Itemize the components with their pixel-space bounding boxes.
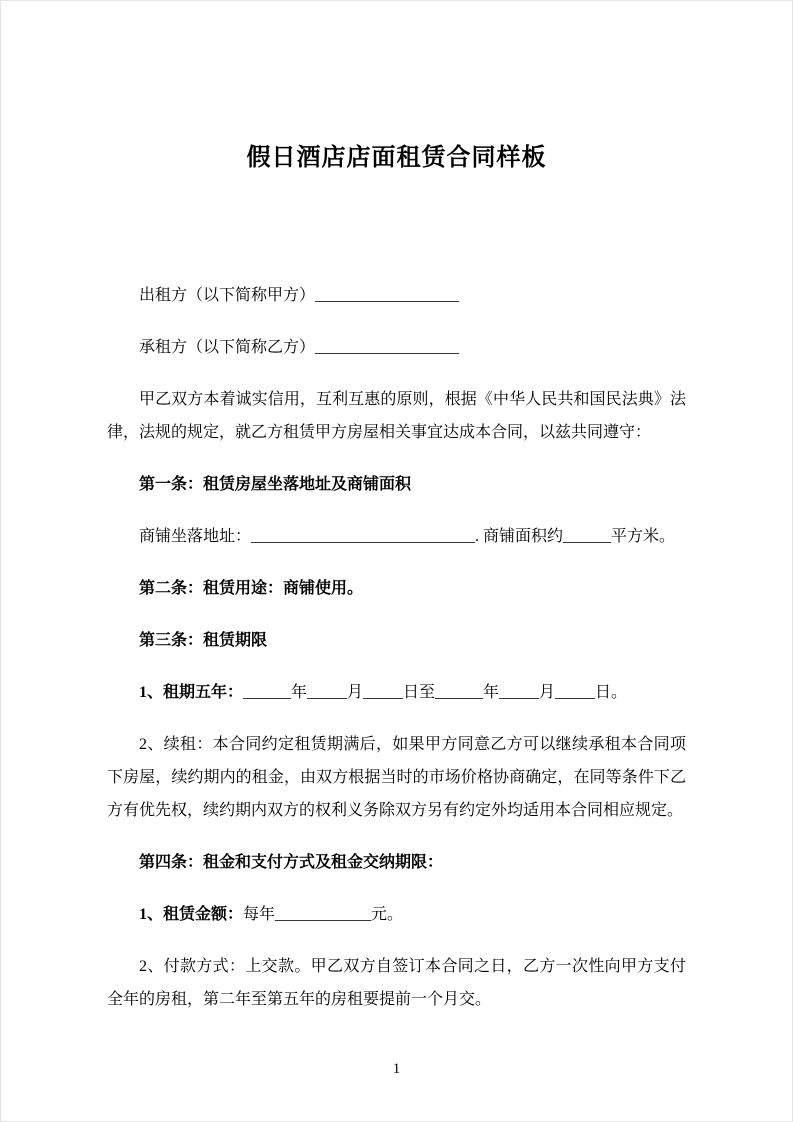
paragraph bbox=[107, 846, 686, 879]
bold-text-run: 第二条：租赁用途：商铺使用。 bbox=[139, 579, 364, 597]
bold-text-run: 第一条：租赁房屋坐落地址及商铺面积 bbox=[139, 475, 412, 493]
paragraph bbox=[107, 468, 686, 501]
text-run: 每年____________元。 bbox=[243, 905, 404, 923]
paragraph bbox=[107, 898, 686, 931]
paragraph bbox=[107, 520, 686, 553]
document-title: 假日酒店店面租赁合同样板 bbox=[246, 144, 547, 171]
paragraph bbox=[107, 950, 686, 1016]
paragraph bbox=[107, 331, 686, 364]
paragraph bbox=[107, 572, 686, 605]
bold-text-run: 第三条：租赁期限 bbox=[139, 631, 268, 649]
paragraph bbox=[107, 624, 686, 657]
paragraph bbox=[107, 383, 686, 449]
bold-text-run: 第四条：租金和支付方式及租金交纳期限： bbox=[139, 853, 444, 871]
paragraph bbox=[107, 728, 686, 827]
text-run: 出租方（以下简称甲方）__________________ bbox=[139, 286, 460, 304]
text-run: 承租方（以下简称乙方）__________________ bbox=[139, 338, 460, 356]
document-body bbox=[107, 279, 686, 1016]
bold-text-run: 1、租期五年： bbox=[139, 683, 244, 701]
text-run: 商铺坐落地址：____________________________. 商铺面积约______平方米。 bbox=[139, 527, 676, 545]
bold-text-run: 1、租赁金额： bbox=[139, 905, 244, 923]
text-run: 2、付款方式：上交款。甲乙双方自签订本合同之日，乙方一次性向甲方支付全年的房租，第二年至第五年的房租要提前一个月交。 bbox=[107, 957, 686, 1008]
text-run: 2、续租：本合同约定租赁期满后，如果甲方同意乙方可以继续承租本合同项下房屋，续约期内的租金，由双方根据当时的市场价格协商确定，在同等条件下乙方有优先权，续约期内双方的权利义务除双方另有约定外均适用本合同相应规定。 bbox=[107, 735, 686, 819]
text-run: 甲乙双方本着诚实信用，互利互惠的原则，根据《中华人民共和国民法典》法律，法规的规定，就乙方租赁甲方房屋相关事宜达成本合同，以兹共同遵守： bbox=[107, 390, 686, 441]
page-number: 1 bbox=[392, 1061, 401, 1077]
paragraph bbox=[107, 676, 686, 709]
paragraph bbox=[107, 279, 686, 312]
text-run: ______年_____月_____日至______年_____月_____日。 bbox=[243, 683, 628, 701]
